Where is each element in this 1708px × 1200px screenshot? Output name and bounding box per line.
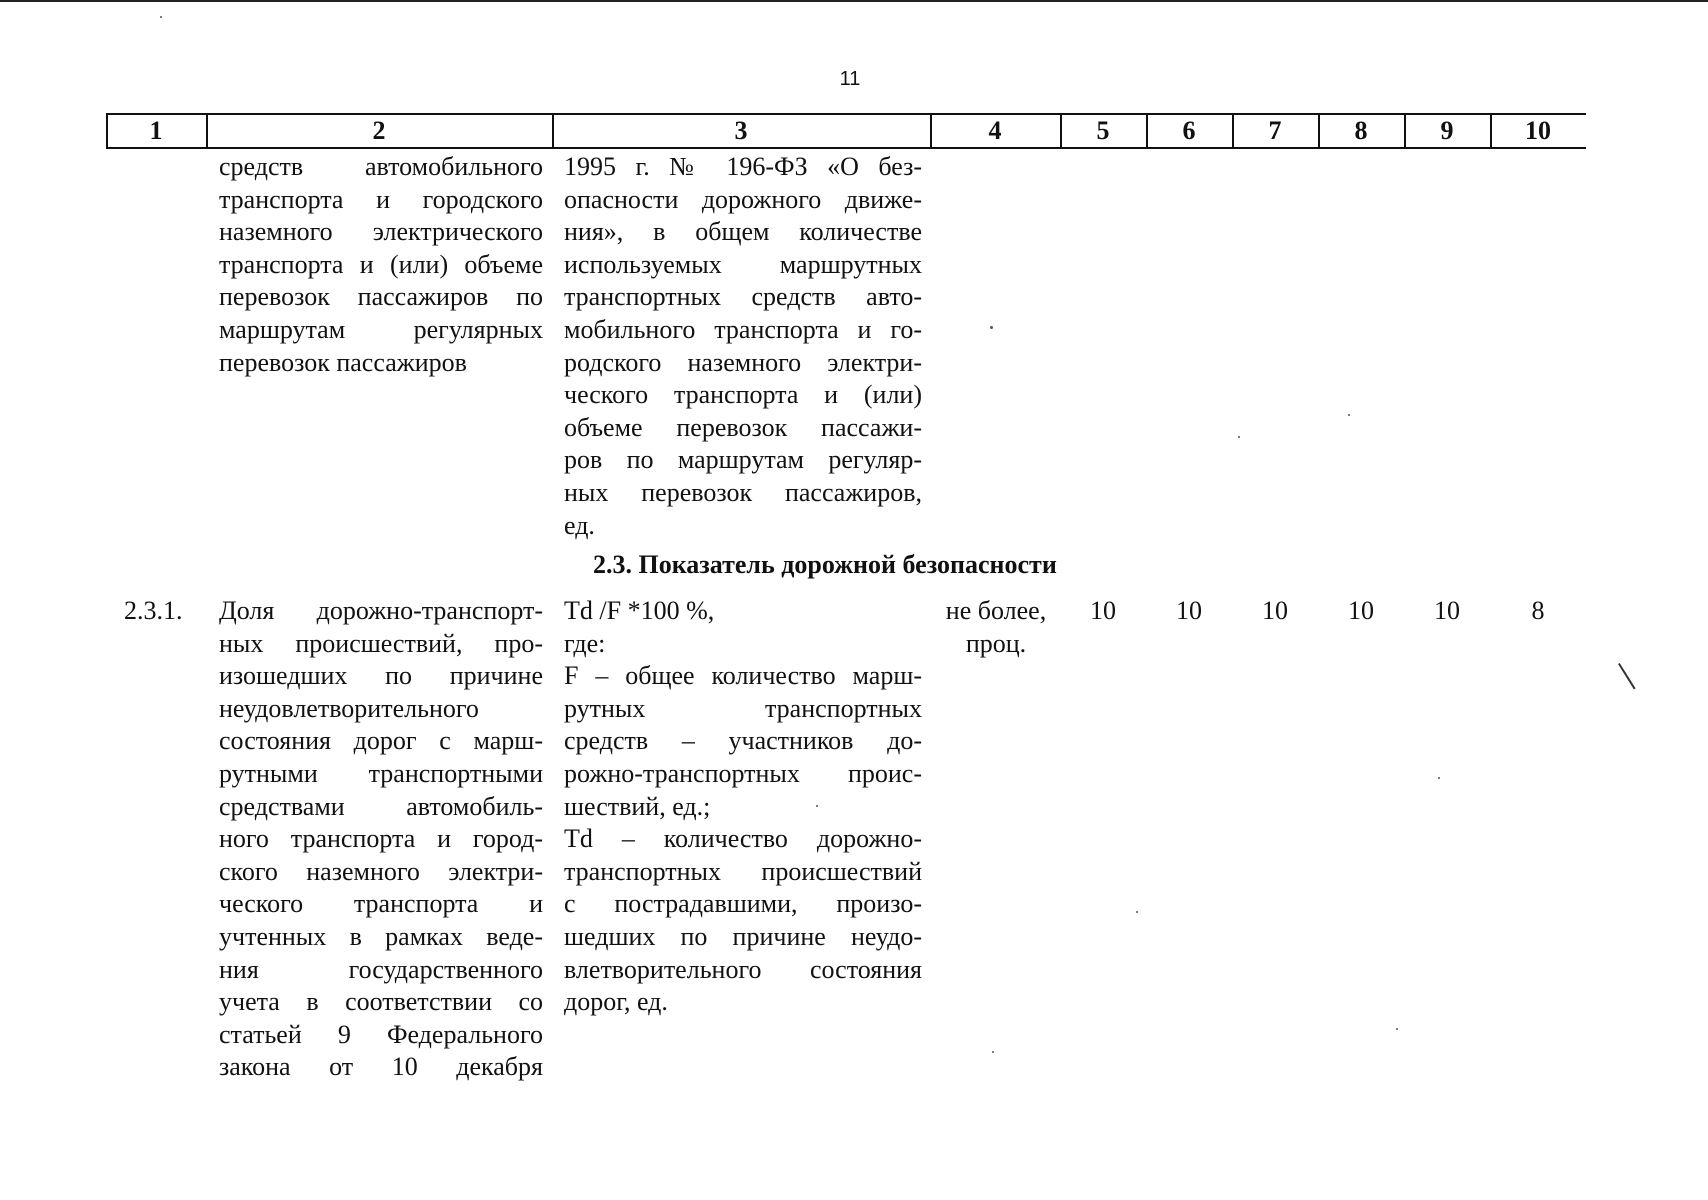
value-col-5: 10 (1090, 596, 1116, 625)
column-header-9: 9 (1440, 116, 1454, 145)
column-header-7: 7 (1268, 116, 1282, 145)
text-line: рутных транспортных (564, 693, 922, 723)
column-header-row (106, 113, 1586, 149)
text-line: неудовлетворительного (219, 693, 479, 723)
text-line: мобильного транспорта и го- (564, 314, 922, 344)
text-line: используемых маршрутных (564, 249, 922, 279)
text-line: закона от 10 декабря (219, 1052, 543, 1082)
text-line: ного транспорта и город- (219, 824, 543, 854)
scan-speck (1136, 911, 1138, 913)
column-header-1: 1 (149, 116, 163, 145)
column-header-3: 3 (734, 116, 748, 145)
header-bottom-rule (106, 147, 1586, 149)
page-number: 11 (839, 68, 861, 90)
scan-speck (990, 326, 993, 329)
column-header-2: 2 (372, 116, 386, 145)
text-line: ных перевозок пассажиров, (564, 477, 922, 507)
value-col-8: 10 (1348, 596, 1374, 625)
text-line: ед. (564, 510, 595, 540)
text-line: средствами автомобиль- (219, 791, 543, 821)
scan-speck (1238, 436, 1240, 438)
text-line: ния государственного (219, 954, 543, 984)
text-line: ского наземного электри- (219, 856, 543, 886)
unit-of-measure (932, 595, 1060, 660)
scan-speck (1348, 414, 1350, 416)
continued-row-description (219, 151, 543, 379)
scan-top-edge (0, 0, 1708, 2)
text-line: Доля дорожно-транспорт- (219, 596, 543, 625)
column-header-4: 4 (988, 116, 1002, 145)
unit-line: не более, (945, 596, 1047, 625)
text-line: рожно-транспортных проис- (564, 758, 922, 788)
text-line: транспортных средств авто- (564, 282, 922, 312)
text-line: объеме перевозок пассажи- (564, 412, 922, 442)
row-number: 2.3.1. (124, 596, 183, 625)
section-heading: 2.3. Показатель дорожной безопасности (593, 550, 1057, 579)
value-col-7: 10 (1262, 596, 1288, 625)
continued-row-formula-description (564, 151, 922, 542)
text-line: шедших по причине неудо- (564, 921, 922, 951)
scan-speck (1438, 777, 1440, 779)
text-line: ния», в общем количестве (564, 217, 922, 247)
scan-speck (816, 805, 818, 807)
text-line: где: (564, 628, 606, 658)
text-line: учета в соответствии со (219, 987, 543, 1017)
text-line: рутными транспортными (219, 758, 543, 788)
column-header-5: 5 (1096, 116, 1110, 145)
text-line: с пострадавшими, произо- (564, 889, 922, 919)
text-line: транспорта и городского (219, 184, 543, 214)
text-line: влетворительного состояния (564, 954, 922, 984)
formula-line: Td /F *100 %, (564, 596, 715, 625)
text-line: 1995 г. № 196-ФЗ «О без- (564, 152, 922, 181)
text-line: ческого транспорта и (219, 889, 543, 919)
unit-line: проц. (965, 628, 1027, 658)
text-line: родского наземного электри- (564, 347, 922, 377)
text-line: учтенных в рамках веде- (219, 921, 543, 951)
text-line: дорог, ед. (564, 987, 668, 1017)
text-line: F – общее количество марш- (564, 661, 922, 691)
text-line: статьей 9 Федерального (219, 1019, 543, 1049)
text-line: средств – участников до- (564, 726, 922, 756)
text-line: перевозок пассажиров (219, 347, 467, 377)
text-line: ных происшествий, про- (219, 628, 543, 658)
text-line: изошедших по причине (219, 661, 543, 691)
text-line: состояния дорог с марш- (219, 726, 543, 756)
text-line: ческого транспорта и (или) (564, 380, 922, 410)
scan-speck (160, 16, 162, 18)
text-line: транспортных происшествий (564, 856, 922, 886)
scan-speck (1396, 1028, 1398, 1030)
scan-artifact (1618, 663, 1636, 690)
text-line: средств автомобильного (219, 152, 543, 181)
text-line: транспорта и (или) объеме (219, 249, 543, 279)
column-header-10: 10 (1525, 116, 1551, 145)
indicator-description (219, 595, 543, 1084)
text-line: наземного электрического (219, 217, 543, 247)
scan-speck (992, 1051, 994, 1053)
text-line: ров по маршрутам регуляр- (564, 445, 922, 475)
value-col-6: 10 (1176, 596, 1202, 625)
text-line: перевозок пассажиров по (219, 282, 543, 312)
text-line: Td – количество дорожно- (564, 824, 922, 854)
value-col-10: 8 (1531, 596, 1545, 625)
indicator-formula (564, 595, 922, 1019)
text-line: шествий, ед.; (564, 791, 711, 821)
text-line: опасности дорожного движе- (564, 184, 922, 214)
text-line: маршрутам регулярных (219, 314, 543, 344)
value-col-9: 10 (1434, 596, 1460, 625)
column-header-8: 8 (1354, 116, 1368, 145)
column-header-6: 6 (1182, 116, 1196, 145)
